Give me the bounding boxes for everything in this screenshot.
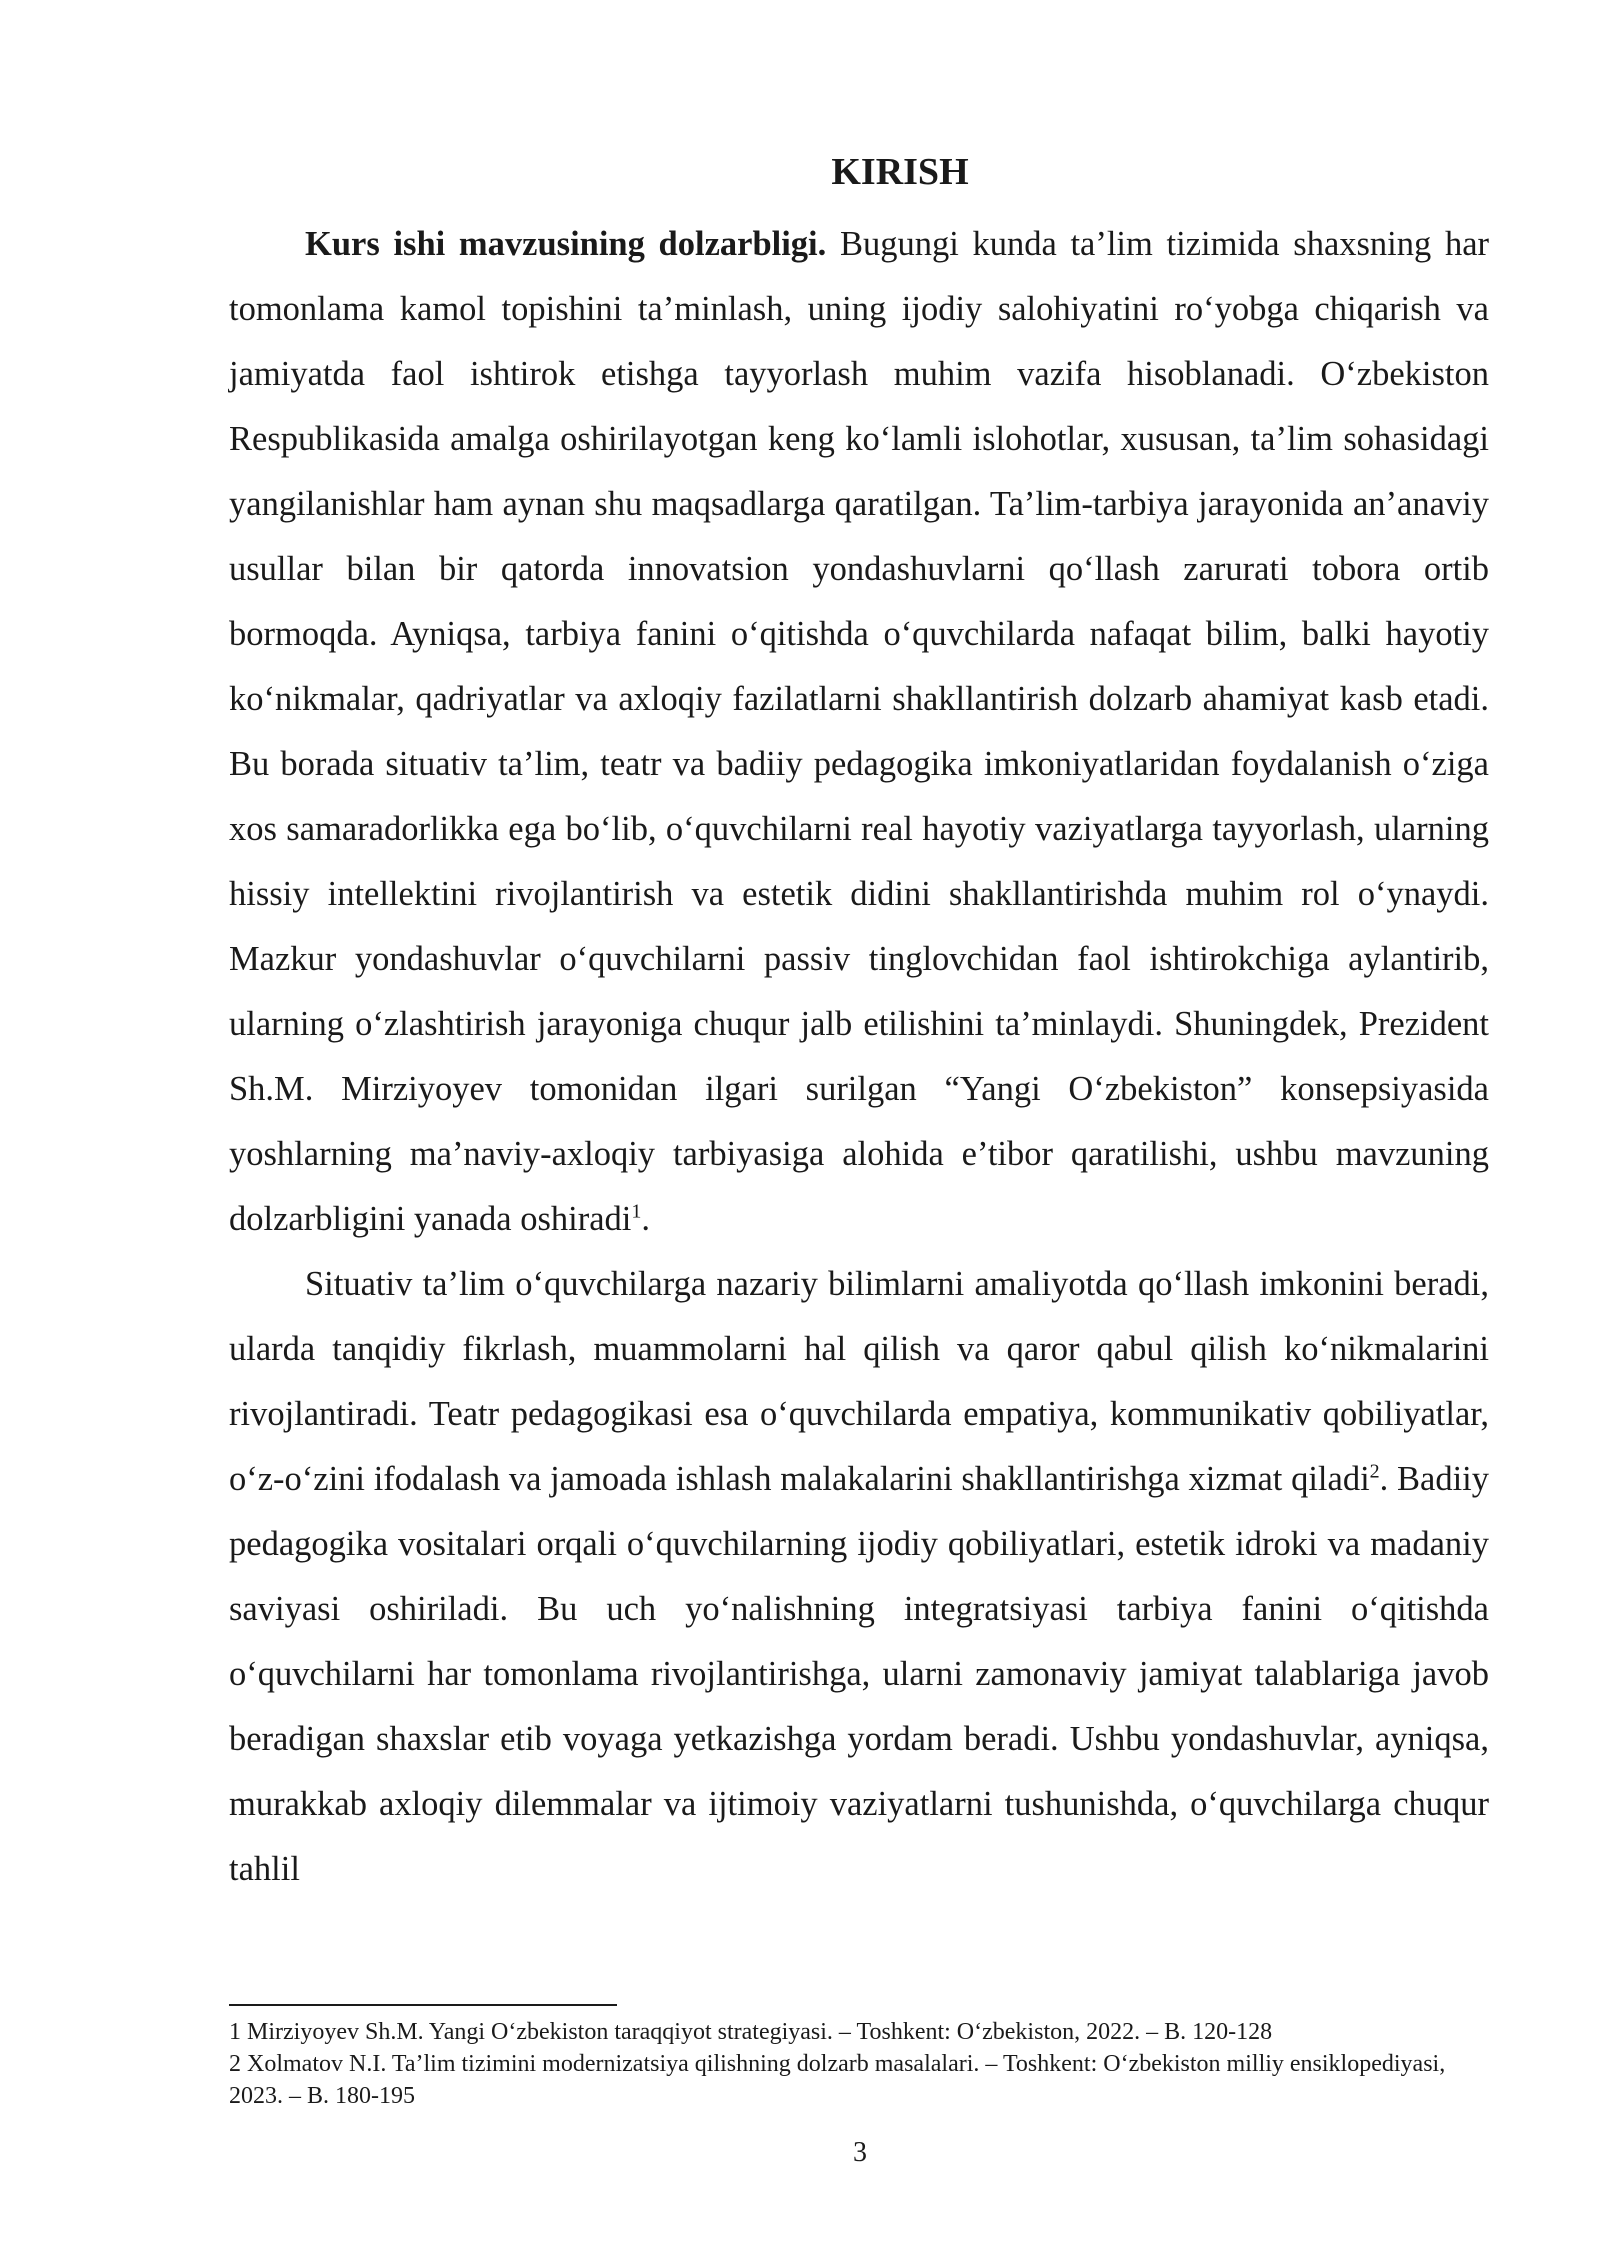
footnotes: [229, 2016, 1489, 2112]
footnote: [229, 2048, 1489, 2112]
paragraph-tail: . Badiiy pedagogika vositalari orqali o‘quvchilarning ijodiy qobiliyatlari, estetik idroki va madaniy saviyasi oshiriladi. Bu uch yo‘nalishning integratsiyasi tarbiya fanini o‘qitishda o‘quvchilarni har tomonlama rivojlantirishga, ularni zamonaviy jamiyat talablariga javob beradigan shaxslar etib voyaga yetkazishga yordam beradi. Ushbu yondashuvlar, ayniqsa, murakkab axloqiy dilemmalar va ijtimoiy vaziyatlarni tushunishda, o‘quvchilarga chuqur tahlil: [229, 1460, 1489, 1888]
footnote: [229, 2016, 1489, 2048]
paragraph-relevance: [229, 212, 1489, 1252]
footnote-ref: 2: [1369, 1460, 1380, 1483]
section-title: KIRISH: [831, 151, 969, 193]
paragraph-text: Bugungi kunda ta’lim tizimida shaxsning har tomonlama kamol topishini ta’minlash, uning ijodiy salohiyatini ro‘yobga chiqarish va jamiyatda faol ishtirok etishga tayyorlash muhim vazifa hisoblanadi. O‘zbekiston Respublikasida amalga oshirilayotgan keng ko‘lamli islohotlar, xususan, ta’lim sohasidagi yangilanishlar ham aynan shu maqsadlarga qaratilgan. Ta’lim-tarbiya jarayonida an’anaviy usullar bilan bir qatorda innovatsion yondashuvlarni qo‘llash zarurati tobora ortib bormoqda. Ayniqsa, tarbiya fanini o‘qitishda o‘quvchilarda nafaqat bilim, balki hayotiy ko‘nikmalar, qadriyatlar va axloqiy fazilatlarni shakllantirish dolzarb ahamiyat kasb etadi. Bu borada situativ ta’lim, teatr va badiiy pedagogika imkoniyatlaridan foydalanish o‘ziga xos samaradorlikka ega bo‘lib, o‘quvchilarni real hayotiy vaziyatlarga tayyorlash, ularning hissiy intellektini rivojlantirish va estetik didini shakllantirishda muhim rol o‘ynaydi. Mazkur yondashuvlar o‘quvchilarni passiv tinglovchidan faol ishtirokchiga aylantirib, ularning o‘zlashtirish jarayoniga chuqur jalb etilishini ta’minlaydi. Shuningdek, Prezident Sh.M. Mirziyoyev tomonidan ilgari surilgan “Yangi O‘zbekiston” konsepsiyasida yoshlarning ma’naviy-axloqiy tarbiyasiga alohida e’tibor qaratilishi, ushbu mavzuning dolzarbligini yanada oshiradi: [229, 225, 1489, 1238]
paragraph-text: Situativ ta’lim o‘quvchilarga nazariy bilimlarni amaliyotda qo‘llash imkonini beradi, ularda tanqidiy fikrlash, muammolarni hal qilish va qaror qabul qilish ko‘nikmalarini rivojlantiradi. Teatr pedagogikasi esa o‘quvchilarda empatiya, kommunikativ qobiliyatlar, o‘z-o‘zini ifodalash va jamoada ishlash malakalarini shakllantirishga xizmat qiladi: [229, 1265, 1489, 1498]
page-number: 3: [853, 2137, 867, 2168]
footnote-number: 1: [229, 2019, 241, 2045]
paragraph-tail: .: [641, 1200, 651, 1238]
body-text: [229, 212, 1489, 1902]
footnote-ref: 1: [631, 1200, 642, 1223]
paragraph-lead: Kurs ishi mavzusining dolzarbligi.: [305, 225, 827, 263]
footnote-text: Xolmatov N.I. Ta’lim tizimini modernizatsiya qilishning dolzarb masalalari. – Toshkent: O‘zbekiston milliy ensiklopediyasi, 2023. – B. 180-195: [229, 2051, 1446, 2109]
footnote-text: Mirziyoyev Sh.M. Yangi O‘zbekiston taraqqiyot strategiyasi. – Toshkent: O‘zbekiston, 2022. – B. 120-128: [241, 2019, 1273, 2045]
paragraph-situational: [229, 1252, 1489, 1902]
footnote-separator: [229, 2004, 617, 2006]
footnote-number: 2: [229, 2051, 241, 2077]
